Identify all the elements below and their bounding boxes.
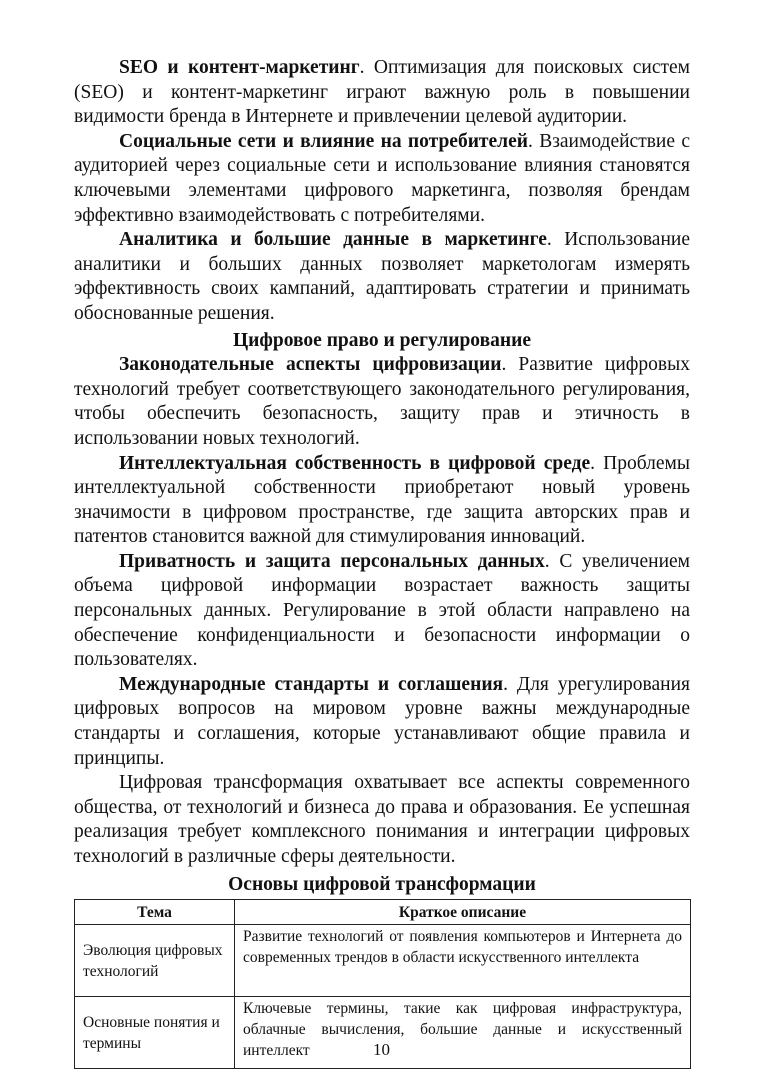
paragraph-lead: Социальные сети и влияние на потребителей	[119, 130, 528, 152]
paragraph-analytics	[74, 228, 690, 326]
column-header-topic: Тема	[75, 900, 235, 925]
paragraph-lead: Аналитика и большие данные в маркетинге	[119, 229, 547, 251]
paragraph-standards	[74, 673, 690, 771]
topic-cell: Основные понятия и термины	[75, 997, 235, 1069]
paragraph-text: . Для урегулирования цифровых вопросов на мировом уровне важны международные стандарты и соглашения, которые устанавливают общие правила и принципы.	[74, 673, 690, 769]
topic-cell: Эволюция цифровых технологий	[75, 925, 235, 997]
table-header-row	[75, 900, 691, 925]
description-cell: Развитие технологий от появления компьютеров и Интернета до современных трендов в области искусственного интеллекта	[235, 925, 691, 997]
table-row	[75, 925, 691, 997]
paragraph-seo	[74, 56, 690, 130]
paragraph-text: . Взаимодействие с аудиторией через социальные сети и использование влияния становятся ключевыми элементами цифрового маркетинга, позволяя брендам эффективно взаимодействовать с потребителями.	[74, 130, 690, 226]
paragraph-summary: Цифровая трансформация охватывает все аспекты современного общества, от технологий и бизнеса до права и образования. Ее успешная реализация требует комплексного понимания и интеграции цифровых технологий в различные сферы деятельности.	[74, 772, 690, 867]
paragraph-text: . Развитие цифровых технологий требует соответствующего законодательного регулирования, чтобы обеспечить безопасность, защиту прав и этичность в использовании новых технологий.	[74, 354, 690, 449]
paragraph-lead: Интеллектуальная собственность в цифровой среде	[119, 452, 591, 474]
column-header-description: Краткое описание	[235, 900, 691, 925]
paragraph-text: . Использование аналитики и больших данных позволяет маркетологам измерять эффективность своих кампаний, адаптировать стратегии и принимать обоснованные решения.	[74, 229, 690, 324]
table-title: Основы цифровой трансформации	[228, 873, 536, 895]
paragraph-text: . Проблемы интеллектуальной собственности приобретают новый уровень значимости в цифровом пространстве, где защита авторских прав и патентов становится важной для стимулирования инноваций.	[74, 452, 690, 548]
section-heading: Цифровое право и регулирование	[233, 329, 531, 351]
paragraph-lead: Приватность и защита персональных данных	[119, 550, 545, 572]
paragraph-lead: Международные стандарты и соглашения	[119, 673, 504, 695]
paragraph-lead: SEO и контент-маркетинг	[119, 57, 360, 78]
page-number: 10	[373, 1040, 390, 1059]
description-cell: Ключевые термины, такие как цифровая инфраструктура, облачные вычисления, большие данные и искусственный интеллект	[235, 997, 691, 1069]
document-page	[74, 56, 690, 1069]
paragraph-text: . С увеличением объема цифровой информации возрастает важность защиты персональных данных. Регулирование в этой области направлено на обеспечение конфиденциальности и безопасности информации о пользователях.	[74, 550, 690, 671]
paragraph-text: . Оптимизация для поисковых систем (SEO) и контент-маркетинг играют важную роль в повышении видимости бренда в Интернете и привлечении целевой аудитории.	[74, 57, 691, 128]
paragraph-social	[74, 130, 690, 228]
paragraph-legislation	[74, 353, 690, 451]
paragraph-intellectual-property	[74, 452, 690, 550]
paragraph-privacy	[74, 550, 690, 673]
paragraph-lead: Законодательные аспекты цифровизации	[119, 354, 502, 376]
